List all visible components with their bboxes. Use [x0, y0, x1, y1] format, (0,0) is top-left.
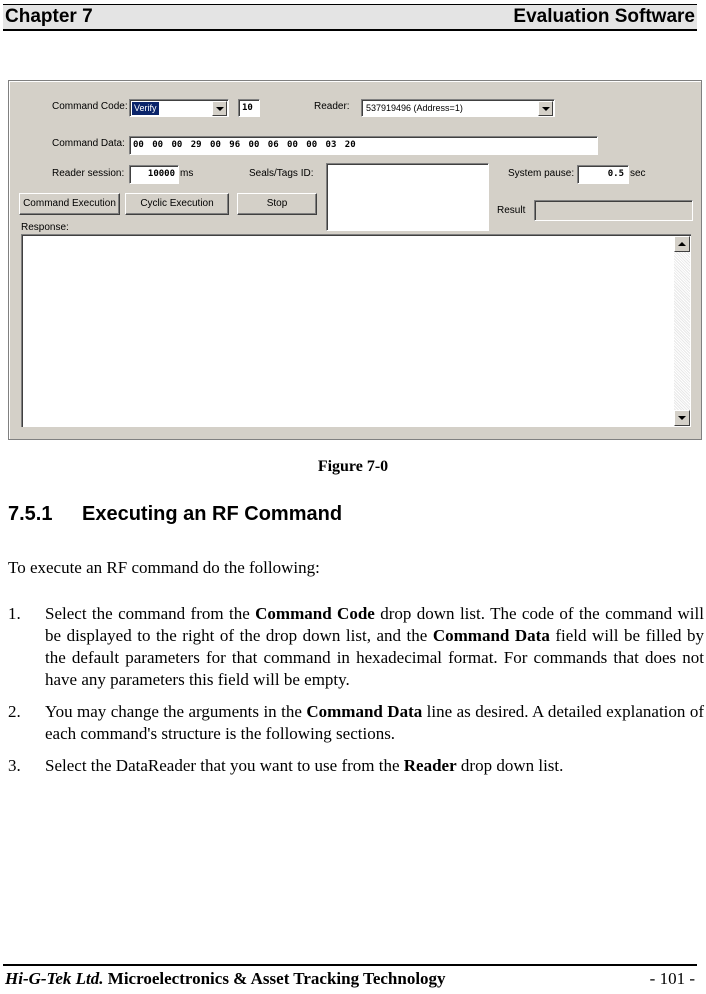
page-header	[3, 4, 697, 31]
result-field	[534, 200, 693, 221]
section-heading-title: Executing an RF Command	[82, 503, 343, 525]
evaluation-software-dialog	[8, 80, 702, 440]
section-heading	[8, 503, 342, 526]
bold-term: Command Data	[306, 702, 423, 721]
page-number: - 101 -	[649, 969, 695, 988]
list-item: 1. Select the command from the Command Code drop down list. The code of the command will be displayed to the right of the drop down list, and the Command Data field will be filled by the default parameters for that command in hexadecimal format. For commands that does not have any parameters this field will be empty.	[8, 604, 705, 689]
section-title: Evaluation Software	[513, 6, 695, 27]
section-number: 7.5.1	[8, 503, 53, 525]
system-pause-label: System pause:	[508, 168, 575, 179]
command-data-label: Command Data:	[52, 138, 125, 149]
reader-session-input[interactable]: 10000	[129, 165, 179, 184]
chapter-label: Chapter 7	[5, 6, 93, 27]
system-pause-input[interactable]: 0.5	[577, 165, 629, 184]
command-code-label: Command Code:	[52, 101, 128, 112]
seals-tags-list[interactable]	[326, 163, 489, 231]
response-textarea[interactable]	[21, 234, 691, 427]
response-label: Response:	[21, 222, 69, 233]
list-item: 3. Select the DataReader that you want to use from the Reader drop down list.	[8, 756, 564, 775]
step-number: 2.	[8, 702, 21, 721]
footer-company: Hi-G-Tek Ltd. Microelectronics & Asset Tracking Technology	[5, 969, 446, 988]
page-footer	[3, 964, 697, 990]
command-code-number: 10	[238, 99, 260, 117]
reader-dropdown[interactable]	[361, 99, 555, 117]
scroll-down-icon[interactable]	[674, 410, 690, 426]
command-code-value: Verify	[134, 103, 157, 113]
command-execution-button[interactable]: Command Execution	[19, 193, 120, 215]
intro-paragraph: To execute an RF command do the following:	[8, 558, 320, 577]
bold-term: Command Code	[255, 604, 375, 623]
step-number: 3.	[8, 756, 21, 775]
list-item: 2. You may change the arguments in the Command Data line as desired. A detailed explanation of each command's structure is the following sections.	[8, 702, 704, 743]
cyclic-execution-button[interactable]: Cyclic Execution	[125, 193, 229, 215]
chevron-down-icon[interactable]	[538, 101, 553, 116]
result-label: Result	[497, 205, 526, 216]
bold-term: Command Data	[432, 626, 550, 645]
bold-term: Reader	[403, 756, 457, 775]
reader-session-unit: ms	[180, 168, 194, 179]
scroll-up-icon[interactable]	[674, 236, 690, 252]
stop-button[interactable]: Stop	[237, 193, 317, 215]
step-number: 1.	[8, 604, 21, 623]
steps-list	[8, 603, 704, 787]
response-scrollbar[interactable]	[674, 236, 690, 426]
chevron-down-icon[interactable]	[212, 101, 227, 116]
command-data-input[interactable]: 00 00 00 29 00 96 00 06 00 00 03 20	[129, 136, 598, 155]
reader-value: 537919496 (Address=1)	[366, 103, 463, 113]
system-pause-unit: sec	[630, 168, 646, 179]
figure-caption: Figure 7-0	[317, 458, 389, 475]
reader-session-label: Reader session:	[52, 168, 125, 179]
command-code-dropdown[interactable]	[129, 99, 229, 117]
reader-label: Reader:	[314, 101, 350, 112]
seals-tags-label: Seals/Tags ID:	[249, 168, 314, 179]
